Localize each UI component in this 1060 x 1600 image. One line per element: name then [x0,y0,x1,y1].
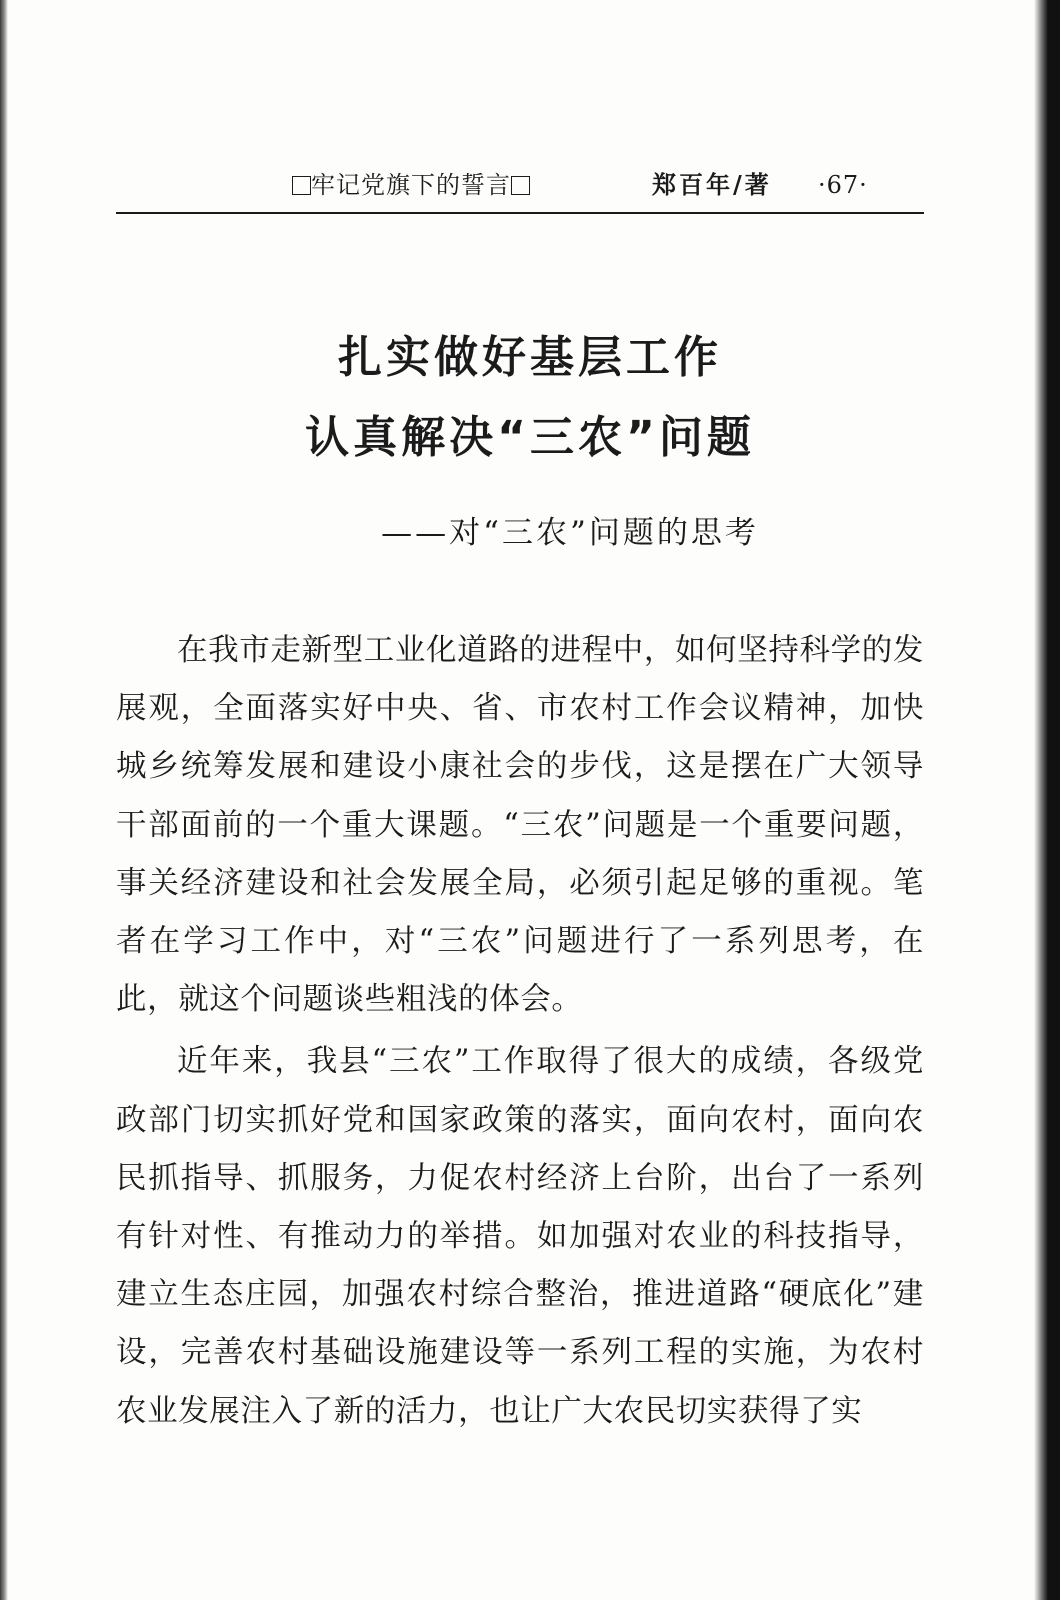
page-number: ·67· [818,171,868,199]
header-rule [116,212,924,214]
body-paragraph-1: 在我市走新型工业化道路的进程中，如何坚持科学的发展观，全面落实好中央、省、市农村工作会议精神，加快城乡统筹发展和建设小康社会的步伐，这是摆在广大领导干部面前的一个重大课题。“三农”问题是一个重要问题，事关经济建设和社会发展全局，必须引起足够的重视。笔者在学习工作中，对“三农”问题进行了一系列思考，在此，就这个问题谈些粗浅的体会。 [116,633,924,1018]
article-subtitle: ——对“三农”问题的思考 [381,515,759,551]
book-title-text: 牢记党旗下的誓言 [311,171,511,199]
scan-edge-left [0,0,8,1600]
running-header-book-title [292,168,530,202]
article-title-line-2: 认真解决“三农”问题 [305,412,755,463]
square-ornament-icon [511,176,530,195]
scan-edge-right [1034,0,1060,1600]
article-body [116,622,924,1445]
running-header [116,168,924,202]
running-header-author: 郑百年/著 [652,170,772,199]
square-ornament-icon [292,176,311,195]
article-title-line-1: 扎实做好基层工作 [338,332,722,383]
body-paragraph-2: 近年来，我县“三农”工作取得了很大的成绩，各级党政部门切实抓好党和国家政策的落实，面向农村，面向农民抓指导、抓服务，力促农村经济上台阶，出台了一系列有针对性、有推动力的举措。如加强对农业的科技指导，建立生态庄园，加强农村综合整治，推进道路“硬底化”建设，完善农村基础设施建设等一系列工程的实施，为农村农业发展注入了新的活力，也让广大农民切实获得了实 [116,1044,924,1429]
